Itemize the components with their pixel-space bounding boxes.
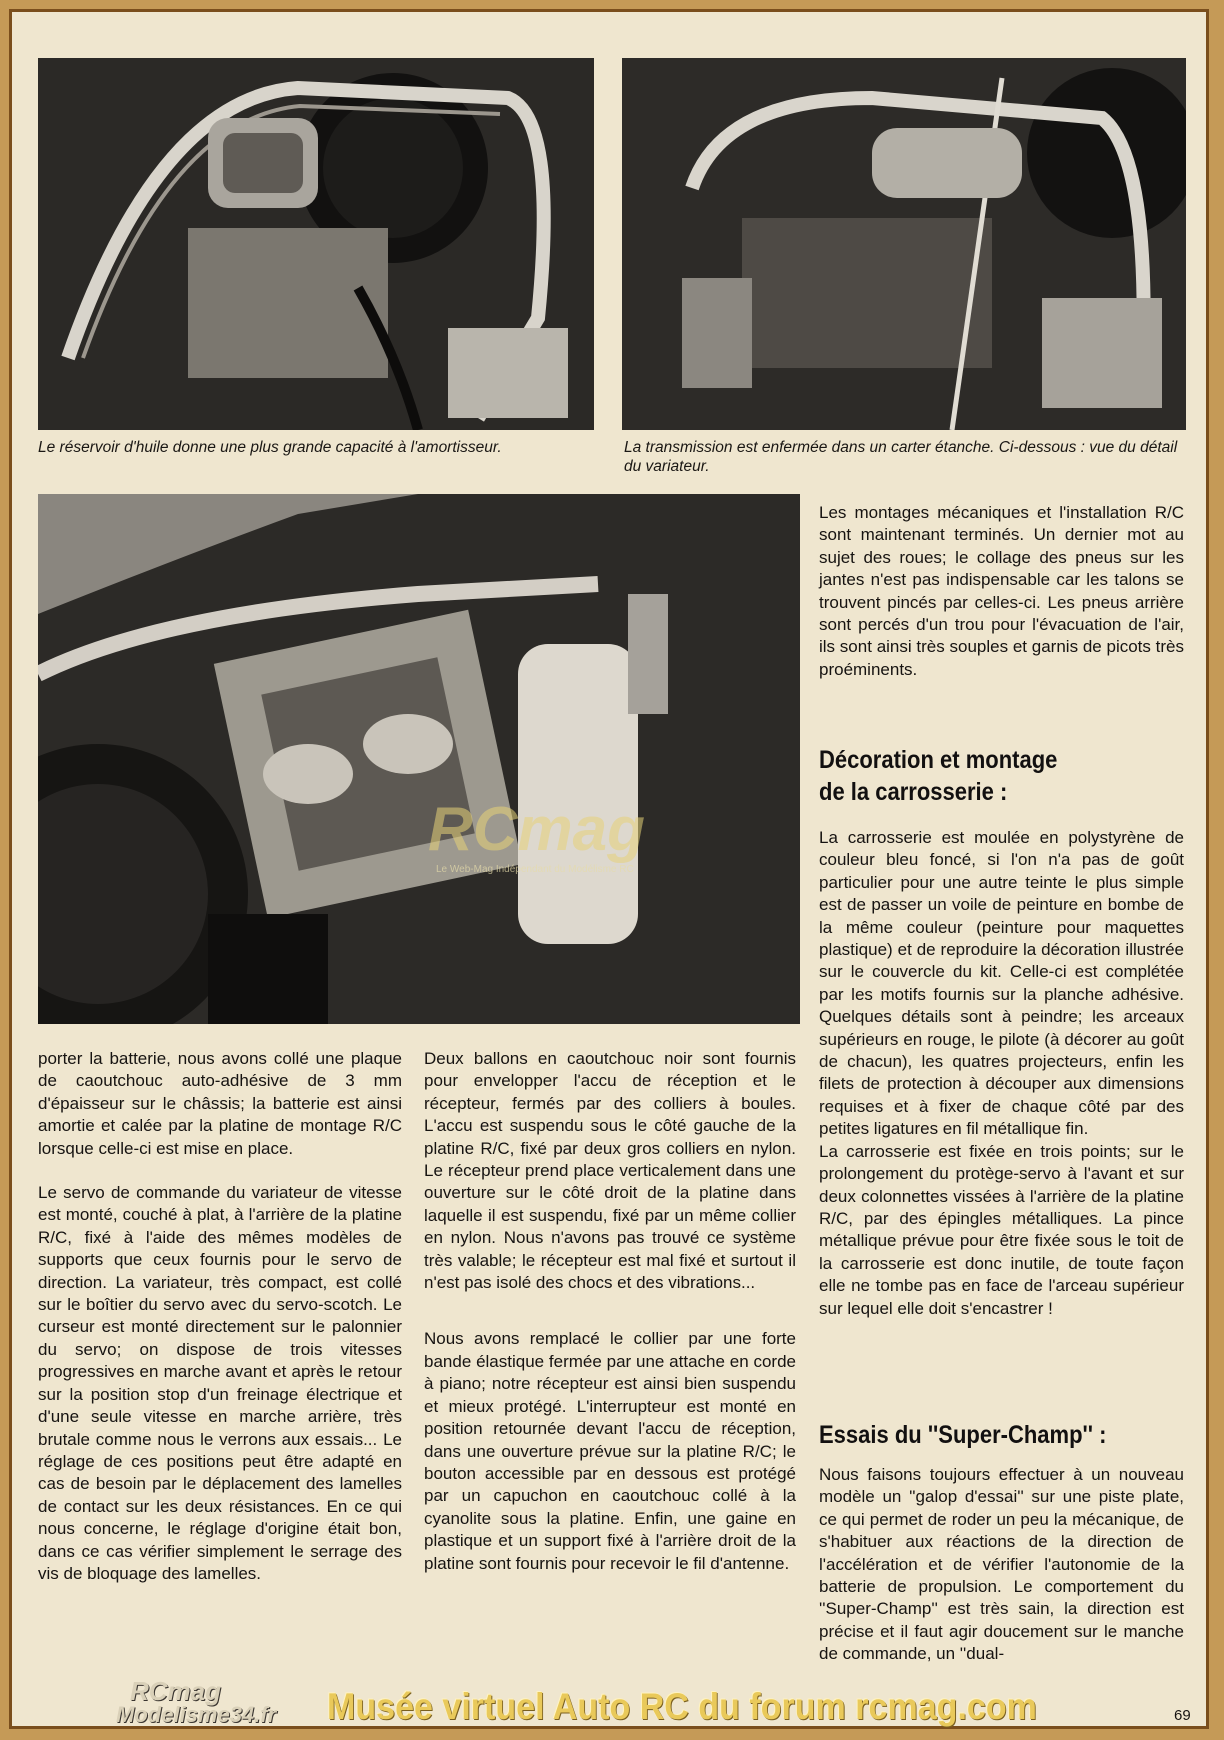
col2-paragraph-2: Nous avons remplacé le collier par une forte bande élastique fermée par une attache en corde à piano; notre récepteur est ainsi bien suspendu et mieux protégé. L'interrupteur est monté en position retournée devant l'accu de réception, dans une ouverture prévue sur la platine R/C; le bouton accessible par en dessous est protégé par un capuchon en caoutchouc collé à la cyanolite sous la platine. Enfin, une gaine en plastique et un support fixé à l'arrière droit de la platine sont fournis pour recevoir le fil d'antenne. [424,1329,796,1573]
heading-essais: Essais du ''Super-Champ'' : [819,1421,1107,1449]
heading-decoration [819,744,1057,808]
page-number: 69 [1174,1707,1191,1724]
column-3-essais [819,1464,1184,1666]
col1-paragraph-1: porter la batterie, nous avons collé une plaque de caoutchouc auto-adhésive de 3 mm d'épaisseur sur le châssis; la batterie est ainsi amortie et calée par la platine de montage R/C lorsque celle-ci est mise en place. [38,1049,402,1158]
photo-transmission [622,58,1186,430]
photo-variator-detail [38,494,800,1024]
rcmag-watermark-subtitle: Le Web-Mag Indépendant du Modélisme RC [436,864,634,875]
corner-logo-rcmag: RCmag [130,1676,222,1706]
col3-paragraph-3: La carrosserie est fixée en trois points; sur le prolongement du protège-servo à l'avant et sur deux colonnettes vissées à l'arrière de la platine R/C, par des épingles métalliques. La pince métallique prévue pour être fixée sous le toit de la carrosserie est donc inutile, de toute façon elle ne tombe pas en face de l'arceau supérieur sur lequel elle doit s'encastrer ! [819,1141,1184,1318]
col3-paragraph-1: Les montages mécaniques et l'installation R/C sont maintenant terminés. Un dernier mot au sujet des roues; le collage des pneus sur les jantes n'est pas indispensable car les talons se trouvent pincés par celles-ci. Les pneus arrière sont percés d'un trou pour l'évacuation de l'air, ils sont ainsi très souples et garnis de picots très proéminents. [819,503,1184,679]
caption-photo2: La transmission est enfermée dans un carter étanche. Ci-dessous : vue du détail du variateur. [624,439,1178,475]
column-3-intro [819,502,1184,681]
column-1 [38,1048,402,1585]
photo-oil-reservoir [38,58,594,430]
column-3-body [819,827,1184,1320]
heading-decoration-line1: Décoration et montage [819,746,1058,774]
museum-banner: Musée virtuel Auto RC du forum rcmag.com [327,1686,1037,1727]
magazine-page [9,9,1209,1729]
caption-photo1: Le réservoir d'huile donne une plus grande capacité à l'amortisseur. [38,439,502,456]
col3-paragraph-4: Nous faisons toujours effectuer à un nouveau modèle un ''galop d'essai'' sur une piste plate, ce qui permet de roder un peu la mécanique, de s'habituer aux réactions de la direction de l'accélération et de vérifier l'autonomie de la batterie de propulsion. Le comportement du ''Super-Champ'' est très sain, la direction est précise et il faut agir doucement sur le manche de commande, un ''dual- [819,1465,1184,1664]
column-2 [424,1048,796,1575]
col3-paragraph-2: La carrosserie est moulée en polystyrène de couleur bleu foncé, si l'on n'a pas de goût particulier pour une autre teinte le plus simple est de passer un voile de peinture en bombe de la même couleur (peinture pour maquettes plastique) et de reproduire la décoration illustrée sur le couvercle du kit. Celle-ci est complétée par les motifs fournis sur la planche adhésive. Quelques détails sont à peindre; les arceaux supérieurs en rouge, le pilote (à décorer au goût de chacun), les quatres projecteurs, enfin les filets de protection à découper aux dimensions requises et à fixer de chaque côté par des petites ligatures en fil métallique fin. [819,828,1184,1139]
col1-paragraph-2: Le servo de commande du variateur de vitesse est monté, couché à plat, à l'arrière de la platine R/C, fixé à l'aide des mêmes modèles de supports que ceux fournis pour le servo de direction. La variateur, très compact, est collé sur le boîtier du servo avec du servo-scotch. Le curseur est monté directement sur le palonnier du servo; on dispose de trois vitesses progressives en marche avant et après le retour sur la position stop d'un freinage électrique et d'une seule vitesse en marche arrière, très brutale comme nous le verrons aux essais... Le réglage de ces positions peut être adapté en cas de besoin par le déplacement des lamelles de contact sur les deux résistances. En ce qui nous concerne, le réglage d'origine était bon, dans ce cas vérifier simplement le serrage des vis de bloquage des lamelles. [38,1183,402,1583]
rcmag-watermark-logo: RCmag [428,795,646,864]
heading-decoration-line2: de la carrosserie : [819,778,1008,806]
col2-paragraph-1: Deux ballons en caoutchouc noir sont fournis pour envelopper l'accu de réception et le récepteur, fermés par des colliers à boules. L'accu est suspendu sous le côté gauche de la platine R/C, fixé par deux gros colliers en nylon. Le récepteur prend place verticalement dans une ouverture sur le côté droit de la platine dans laquelle il est suspendu, fixé par un même collier en nylon. Nous n'avons pas trouvé ce système très valable; le récepteur est mal fixé et surtout il n'est pas isolé des chocs et des vibrations... [424,1049,796,1293]
corner-logo-modelisme34: Modelisme34.fr [116,1702,277,1727]
